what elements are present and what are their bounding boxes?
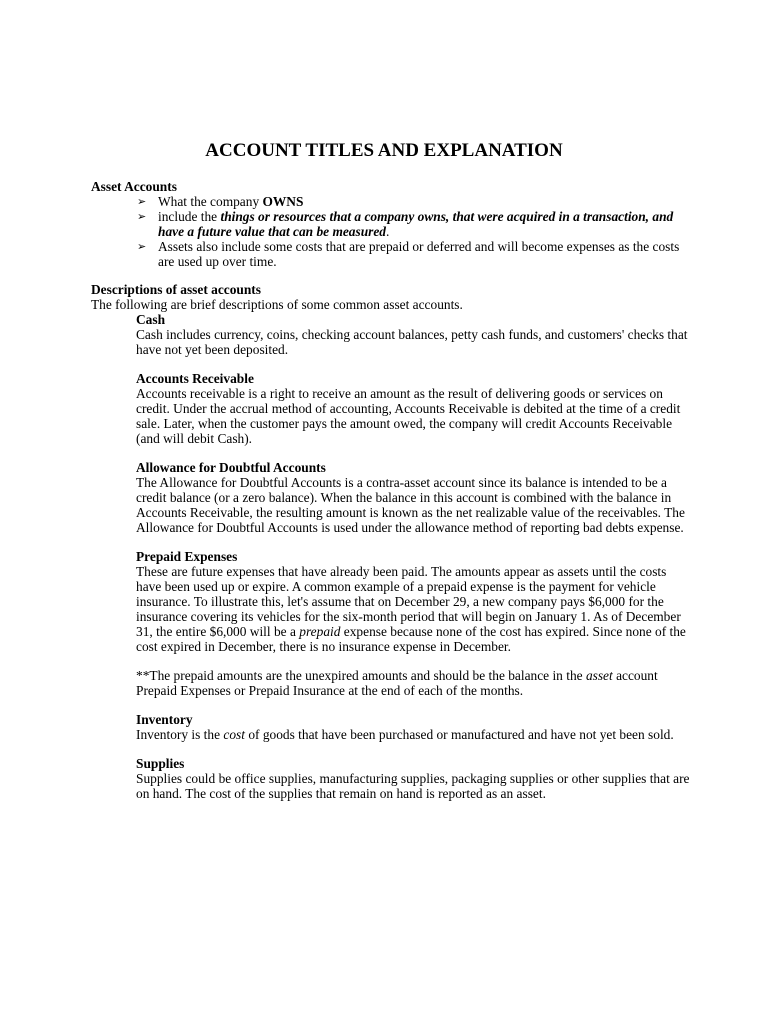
allowance-section — [136, 460, 691, 535]
bullet-bold-text: OWNS — [262, 194, 304, 209]
allowance-heading: Allowance for Doubtful Accounts — [136, 460, 326, 475]
prepaid-italic: prepaid — [299, 624, 341, 639]
note-text: **The prepaid amounts are the unexpired amounts and should be the balance in the — [136, 668, 586, 683]
inventory-body — [136, 727, 691, 742]
inventory-italic: cost — [223, 727, 245, 742]
prepaid-text: These are future expenses that have already been paid. The amounts appear as assets until the costs have been used up or expire. A common example of a prepaid expense is the payment for vehicle insurance. To illustrate this, let's assume that on December 29, a new company pays $6,000 for the insurance covering its vehicles for the six-month period that will begin on January 1. As of December 31, the entire $6,000 will be a — [136, 564, 681, 639]
arrow-bullet-icon: ➢ — [137, 210, 147, 223]
list-item — [137, 239, 691, 269]
asset-accounts-section — [91, 179, 691, 269]
bullet-emphasis-text: things or resources that a company owns, that were acquired in a transaction, and have a future value that can be measured — [158, 209, 674, 239]
asset-accounts-list — [91, 194, 691, 269]
descriptions-section — [91, 282, 691, 312]
prepaid-heading: Prepaid Expenses — [136, 549, 238, 564]
allowance-body: The Allowance for Doubtful Accounts is a contra-asset account since its balance is intended to be a credit balance (or a zero balance). When the balance in this account is combined with the balance in Accounts Receivable, the resulting amount is known as the net realizable value of the receivables. The Allowance for Doubtful Accounts is used under the allowance method of reporting bad debts expense. — [136, 475, 685, 535]
list-item — [137, 209, 691, 239]
prepaid-note — [136, 668, 691, 698]
arrow-bullet-icon: ➢ — [137, 240, 147, 253]
document-body — [91, 179, 691, 801]
cash-section — [136, 312, 691, 357]
inventory-section — [136, 712, 691, 742]
supplies-section — [136, 756, 691, 801]
bullet-text: Assets also include some costs that are prepaid or deferred and will become expenses as the costs are used up over time. — [158, 239, 680, 269]
cash-body: Cash includes currency, coins, checking account balances, petty cash funds, and customers' checks that have not yet been deposited. — [136, 327, 688, 357]
inventory-text: Inventory is the — [136, 727, 224, 742]
asset-accounts-heading: Asset Accounts — [91, 179, 177, 194]
bullet-text: What the company — [158, 194, 263, 209]
prepaid-body — [136, 564, 691, 654]
descriptions-intro: The following are brief descriptions of some common asset accounts. — [91, 297, 463, 312]
note-text-end: account Prepaid Expenses or Prepaid Insurance at the end of each of the months. — [136, 668, 658, 698]
bullet-suffix: . — [386, 224, 390, 239]
note-italic: asset — [585, 668, 613, 683]
receivable-heading: Accounts Receivable — [136, 371, 254, 386]
supplies-body: Supplies could be office supplies, manufacturing supplies, packaging supplies or other supplies that are on hand. The cost of the supplies that remain on hand is reported as an asset. — [136, 771, 690, 801]
prepaid-text-end: expense because none of the cost has expired. Since none of the cost expired in December, there is no insurance expense in December. — [136, 624, 686, 654]
asset-descriptions — [91, 312, 691, 801]
bullet-text: include the — [158, 209, 221, 224]
page-title: ACCOUNT TITLES AND EXPLANATION — [205, 140, 563, 161]
supplies-heading: Supplies — [136, 756, 185, 771]
arrow-bullet-icon: ➢ — [137, 195, 147, 208]
descriptions-heading: Descriptions of asset accounts — [91, 282, 261, 297]
receivable-section — [136, 371, 691, 446]
prepaid-section — [136, 549, 691, 698]
inventory-heading: Inventory — [136, 712, 193, 727]
list-item — [137, 194, 691, 209]
inventory-text-end: of goods that have been purchased or manufactured and have not yet been sold. — [244, 727, 674, 742]
cash-heading: Cash — [136, 312, 166, 327]
receivable-body: Accounts receivable is a right to receive an amount as the result of delivering goods or services on credit. Under the accrual method of accounting, Accounts Receivable is debited at the time of a credit sale. Later, when the customer pays the amount owed, the company will credit Accounts Receivable (and will debit Cash). — [136, 386, 681, 446]
